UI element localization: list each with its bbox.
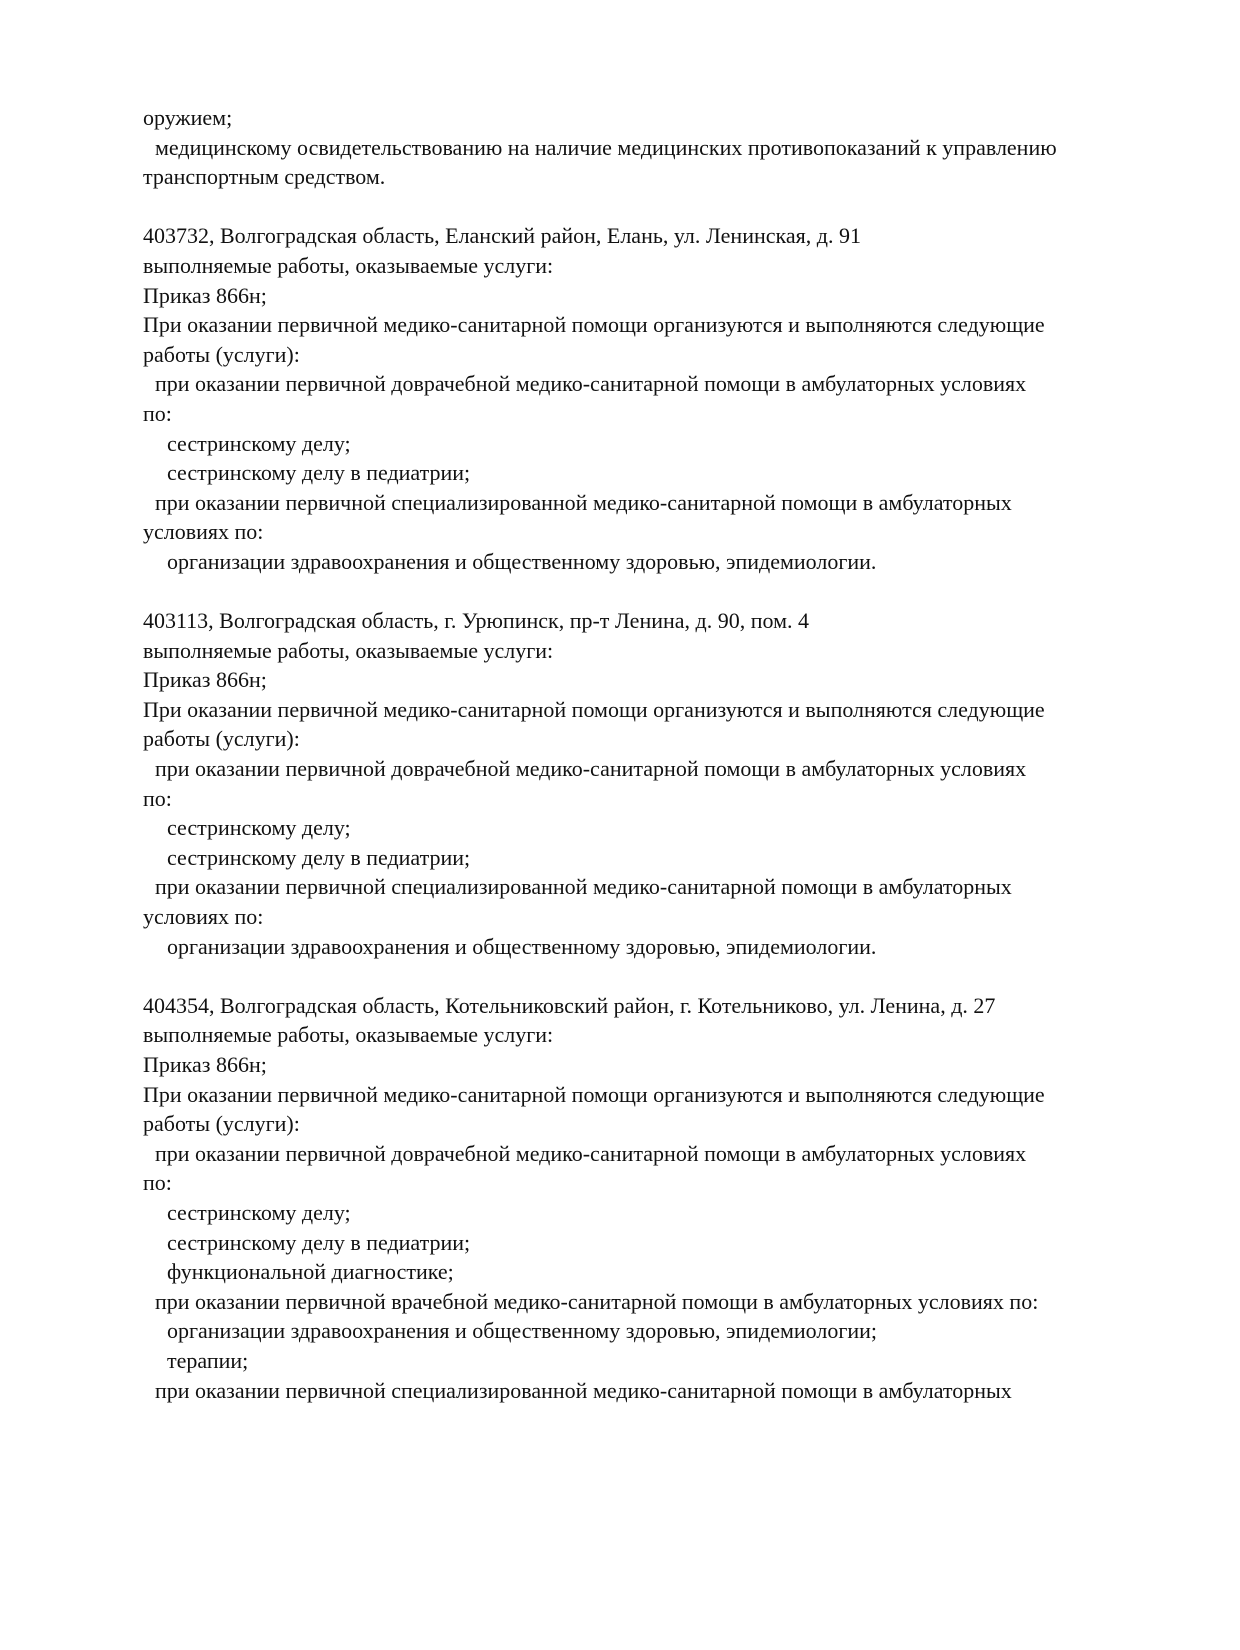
document-page [143,103,1143,1405]
works-heading: выполняемые работы, оказываемые услуги: [143,1022,554,1048]
dovrach-line-b: по: [143,400,172,426]
pmsp-line-b: работы (услуги): [143,726,300,752]
spec-line-a: при оказании первичной специализированной медико-санитарной помощи в амбулаторных [155,489,1012,515]
service-item: организации здравоохранения и общественному здоровью, эпидемиологии. [167,548,877,574]
intro-line-2: медицинскому освидетельствованию на наличие медицинских противопоказаний к управлению [155,134,1057,160]
paragraph-gap [143,192,1143,222]
dovrach-line-b: по: [143,1170,172,1196]
paragraph-gap [143,961,1143,991]
service-item: сестринскому делу; [167,1199,351,1225]
spec-line-a: при оказании первичной специализированной медико-санитарной помощи в амбулаторных [155,1377,1012,1403]
works-heading: выполняемые работы, оказываемые услуги: [143,252,554,278]
pmsp-line-a: При оказании первичной медико-санитарной помощи организуются и выполняются следующие [143,312,1045,338]
works-heading: выполняемые работы, оказываемые услуги: [143,637,554,663]
order-ref: Приказ 866н; [143,282,267,308]
intro-line-3: транспортным средством. [143,164,386,190]
service-item: сестринскому делу в педиатрии; [167,460,471,486]
pmsp-line-a: При оказании первичной медико-санитарной помощи организуются и выполняются следующие [143,1081,1045,1107]
address-1: 403732, Волгоградская область, Еланский район, Елань, ул. Ленинская, д. 91 [143,223,861,249]
service-item: терапии; [167,1347,249,1373]
address-3: 404354, Волгоградская область, Котельниковский район, г. Котельниково, ул. Ленина, д. 27 [143,992,996,1018]
spec-line-b: условиях по: [143,519,264,545]
spec-line-b: условиях по: [143,904,264,930]
service-item: сестринскому делу; [167,815,351,841]
pmsp-line-b: работы (услуги): [143,1111,300,1137]
pmsp-line-b: работы (услуги): [143,341,300,367]
spec-line-a: при оказании первичной специализированной медико-санитарной помощи в амбулаторных [155,874,1012,900]
intro-line-1: оружием; [143,105,233,130]
order-ref: Приказ 866н; [143,1052,267,1077]
paragraph-gap [143,577,1143,607]
service-item: организации здравоохранения и общественному здоровью, эпидемиологии. [167,933,877,959]
service-item: сестринскому делу в педиатрии; [167,844,471,870]
dovrach-line-a: при оказании первичной доврачебной медико-санитарной помощи в амбулаторных условиях [155,371,1027,397]
vrach-line: при оказании первичной врачебной медико-санитарной помощи в амбулаторных условиях по: [155,1288,1039,1314]
pmsp-line-a: При оказании первичной медико-санитарной помощи организуются и выполняются следующие [143,696,1045,722]
address-2: 403113, Волгоградская область, г. Урюпинск, пр-т Ленина, д. 90, пом. 4 [143,608,810,634]
order-ref: Приказ 866н; [143,667,267,693]
service-item: организации здравоохранения и общественному здоровью, эпидемиологии; [167,1318,878,1344]
service-item: функциональной диагностике; [167,1259,454,1285]
dovrach-line-a: при оказании первичной доврачебной медико-санитарной помощи в амбулаторных условиях [155,756,1027,782]
dovrach-line-b: по: [143,785,172,811]
service-item: сестринскому делу в педиатрии; [167,1229,471,1255]
service-item: сестринскому делу; [167,430,351,456]
dovrach-line-a: при оказании первичной доврачебной медико-санитарной помощи в амбулаторных условиях [155,1140,1027,1166]
